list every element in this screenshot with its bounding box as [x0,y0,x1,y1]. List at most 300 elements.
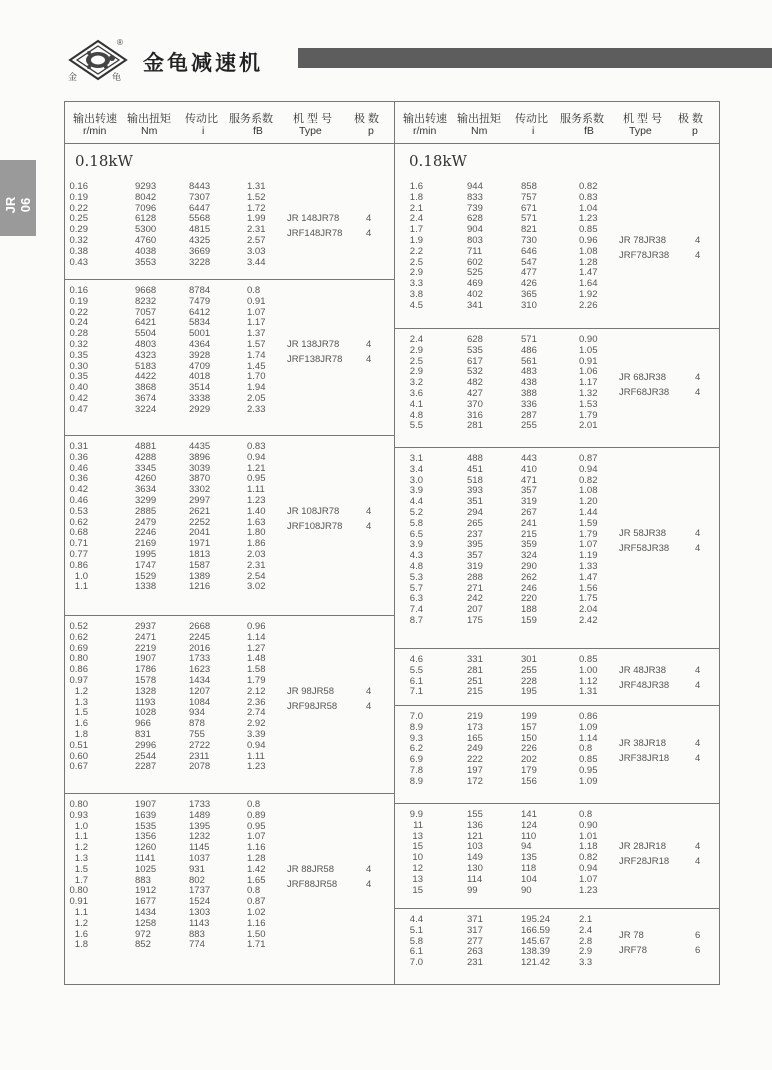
torque-value: 1578 [135,675,157,686]
ratio-value: 1813 [189,549,211,560]
torque-value: 1907 [135,799,157,810]
pole-count: 4 [366,700,372,712]
model-type: JRF38JR18 [619,752,670,764]
pole-count: 4 [366,353,372,365]
torque-value: 451 [467,463,483,475]
speed-value: 6.2 [409,743,423,755]
service-factor-value: 1.72 [247,202,266,214]
service-factor-value: 1.23 [247,761,266,773]
ratio-value: 324 [521,550,537,562]
torque-value: 288 [467,571,483,583]
service-factor-value: 1.42 [247,863,266,875]
service-factor-value: 1.64 [579,278,598,290]
service-factor-value: 1.20 [579,496,598,508]
pole-count: 4 [695,234,701,246]
ratio-value: 121.42 [521,957,551,969]
ratio-value: 150 [521,732,537,744]
service-factor-value: 1.50 [247,928,266,940]
torque-value: 8042 [135,191,157,203]
ratio-value: 267 [521,507,537,518]
speed-value: 1.8 [74,729,88,740]
ratio-value: 1303 [189,907,211,918]
pole-count: 4 [366,520,372,532]
torque-value: 9293 [135,181,157,192]
ratio-value: 3870 [189,473,211,485]
torque-value: 602 [467,256,483,268]
speed-value: 2.4 [409,334,423,345]
torque-value: 6421 [135,317,157,329]
ratio-value: 310 [521,299,537,311]
group-separator [65,615,394,616]
ratio-value: 5001 [189,328,211,340]
torque-value: 294 [467,507,483,518]
torque-value: 402 [467,289,483,300]
model-type: JRF68JR38 [619,386,670,398]
model-type: JRF78JR38 [619,249,670,261]
torque-value: 4038 [135,245,157,257]
service-factor-value: 1.74 [247,349,266,361]
ratio-value: 124 [521,819,537,831]
torque-value: 222 [467,754,483,766]
ratio-value: 3514 [189,382,211,394]
service-factor-value: 1.32 [579,388,598,399]
speed-value: 1.5 [74,863,88,875]
service-factor-value: 0.95 [247,820,266,832]
ratio-value: 1971 [189,538,211,550]
service-factor-value: 1.23 [579,213,598,225]
speed-value: 0.62 [69,631,88,643]
service-factor-value: 1.23 [247,495,266,506]
speed-value: 3.6 [409,388,423,399]
torque-value: 2287 [135,761,157,773]
registered-mark: ® [117,38,123,47]
speed-value: 9.9 [409,809,423,820]
speed-value: 0.19 [69,191,88,203]
speed-value: 5.3 [409,571,423,583]
speed-value: 0.16 [69,285,88,296]
torque-value: 5504 [135,328,157,340]
service-factor-value: 0.96 [579,235,598,246]
speed-value: 5.2 [409,507,423,518]
torque-value: 395 [467,539,483,551]
ratio-value: 2245 [189,631,211,643]
service-factor-value: 1.01 [579,830,598,842]
ratio-value: 730 [521,235,537,246]
service-factor-value: 1.23 [579,884,598,896]
model-type: JR 78JR38 [619,234,666,246]
service-factor-value: 2.8 [579,935,593,947]
header-ratio: 传动比 [515,113,548,125]
service-factor-value: 1.11 [247,484,265,496]
ratio-value: 220 [521,593,537,605]
service-factor-value: 1.16 [247,842,266,854]
torque-value: 427 [467,388,483,399]
speed-value: 5.7 [409,582,423,594]
ratio-value: 571 [521,213,537,225]
speed-value: 3.2 [409,377,423,389]
service-factor-value: 0.90 [579,819,598,831]
service-factor-value: 0.82 [579,852,598,864]
service-factor-value: 3.44 [247,256,266,268]
ratio-value: 359 [521,539,537,551]
ratio-value: 104 [521,873,537,885]
model-type: JR 88JR58 [287,863,334,875]
model-type: JRF108JR78 [287,520,343,532]
speed-value: 1.2 [74,917,88,929]
service-factor-value: 2.33 [247,403,266,415]
torque-value: 532 [467,366,483,378]
header-type: 机 型 号 [293,113,333,125]
ratio-value: 821 [521,224,537,236]
speed-value: 0.77 [69,549,88,560]
header-service-factor: 服务系数 [560,113,604,125]
ratio-value: 3338 [189,393,211,404]
torque-value: 251 [467,675,483,687]
torque-value: 136 [467,819,483,831]
speed-value: 1.3 [74,853,88,864]
service-factor-value: 0.86 [579,711,598,722]
torque-value: 1338 [135,581,157,593]
ratio-value: 878 [189,718,205,730]
ratio-value: 336 [521,398,537,410]
torque-value: 357 [467,550,483,562]
ratio-value: 290 [521,561,537,572]
service-factor-value: 1.45 [247,360,266,372]
speed-value: 1.6 [74,928,88,940]
speed-value: 0.38 [69,245,88,257]
service-factor-value: 1.17 [247,317,266,329]
ratio-value: 1145 [189,842,210,854]
model-type: JRF78 [619,945,647,956]
ratio-value: 1489 [189,809,211,821]
power-rating: 0.18kW [75,152,133,170]
service-factor-value: 2.31 [247,224,266,236]
group-separator [395,908,719,909]
torque-value: 3674 [135,393,157,404]
ratio-value: 1232 [189,831,211,843]
service-factor-value: 2.26 [579,299,598,311]
right-table [395,102,719,984]
torque-value: 172 [467,775,483,787]
ratio-value: 287 [521,409,537,421]
speed-value: 1.1 [74,907,88,918]
speed-value: 3.4 [409,463,423,475]
service-factor-value: 0.8 [579,743,593,755]
group-separator [395,705,719,706]
torque-value: 197 [467,765,483,776]
torque-value: 4422 [135,371,157,383]
service-factor-value: 1.47 [579,267,598,279]
ratio-value: 1084 [189,696,211,708]
torque-value: 371 [467,914,483,925]
service-factor-value: 1.92 [579,289,598,300]
speed-value: 6.1 [409,675,423,687]
service-factor-value: 0.94 [579,463,598,475]
speed-value: 8.9 [409,721,423,733]
ratio-value: 3228 [189,256,211,268]
speed-value: 1.9 [409,235,423,246]
torque-value: 628 [467,213,483,225]
torque-value: 121 [467,830,483,842]
ratio-value: 3039 [189,462,211,474]
model-type: JRF148JR78 [287,228,343,240]
service-factor-value: 1.21 [247,462,266,474]
pole-count: 4 [366,863,372,875]
service-factor-value: 0.8 [247,799,261,810]
torque-value: 1535 [135,820,157,832]
torque-value: 1529 [135,570,157,582]
ratio-value: 2668 [189,621,211,632]
ratio-value: 774 [189,939,205,951]
ratio-value: 188 [521,604,537,616]
ratio-value: 1207 [189,685,211,697]
ratio-value: 7479 [189,295,211,307]
header-ratio-symbol: i [202,125,205,137]
model-type: JRF138JR78 [287,353,343,365]
header-bar [298,48,772,68]
speed-value: 0.47 [69,403,88,415]
service-factor-value: 1.07 [247,306,266,318]
header-service-factor: 服务系数 [229,113,273,125]
torque-value: 972 [135,928,151,940]
speed-value: 0.80 [69,799,88,810]
service-factor-value: 0.8 [579,809,593,820]
speed-value: 3.1 [409,453,423,464]
service-factor-value: 1.31 [247,181,266,192]
ratio-value: 8443 [189,181,211,192]
model-type: JR 78 [619,930,644,941]
torque-value: 4803 [135,339,157,350]
torque-value: 904 [467,224,483,236]
service-factor-value: 0.83 [579,191,598,203]
service-factor-value: 1.63 [247,516,266,528]
ratio-value: 571 [521,334,537,345]
service-factor-value: 2.1 [579,914,593,925]
torque-value: 1260 [135,842,157,854]
service-factor-value: 1.08 [579,485,598,497]
service-factor-value: 1.09 [579,775,598,787]
ratio-value: 110 [521,830,537,842]
service-factor-value: 0.82 [579,181,598,192]
ratio-value: 547 [521,256,537,268]
service-factor-value: 0.87 [247,896,266,908]
speed-value: 5.5 [409,664,423,676]
ratio-value: 241 [521,517,537,529]
pole-count: 6 [695,930,701,941]
ratio-value: 755 [189,729,205,740]
torque-value: 130 [467,863,483,874]
ratio-value: 561 [521,355,537,367]
speed-value: 0.91 [69,896,88,908]
group-separator [395,328,719,329]
ratio-value: 199 [521,711,537,722]
torque-value: 1995 [135,549,157,560]
torque-value: 2996 [135,739,157,751]
torque-value: 469 [467,278,483,290]
speed-value: 4.8 [409,561,423,572]
ratio-value: 3669 [189,245,211,257]
service-factor-value: 1.09 [579,721,598,733]
torque-value: 316 [467,409,483,421]
torque-value: 319 [467,561,483,572]
speed-value: 0.97 [69,675,88,686]
speed-value: 1.2 [74,842,88,854]
speed-value: 0.24 [69,317,88,329]
header-torque: 输出扭矩 [457,113,501,125]
torque-value: 263 [467,946,483,958]
speed-value: 0.86 [69,559,88,571]
speed-value: 7.8 [409,765,423,776]
speed-value: 4.1 [409,398,423,410]
header-rule [395,143,719,144]
ratio-value: 365 [521,289,537,300]
ratio-value: 1434 [189,675,211,686]
torque-value: 1907 [135,653,157,665]
ratio-value: 1037 [189,853,211,864]
torque-value: 370 [467,398,483,410]
ratio-value: 94 [521,841,532,853]
ratio-value: 486 [521,344,537,356]
speed-value: 1.3 [74,696,88,708]
ratio-value: 4325 [189,235,211,246]
torque-value: 3224 [135,403,157,415]
pole-count: 4 [695,371,701,383]
speed-value: 0.42 [69,484,88,496]
ratio-value: 757 [521,191,537,203]
torque-value: 2885 [135,505,157,517]
speed-value: 0.68 [69,527,88,539]
torque-value: 2169 [135,538,157,550]
header-speed-unit: r/min [83,125,107,137]
ratio-value: 3302 [189,484,211,496]
speed-value: 0.22 [69,202,88,214]
speed-value: 13 [412,873,423,885]
pole-count: 4 [695,841,701,853]
ratio-value: 1623 [189,664,211,676]
speed-value: 3.8 [409,289,423,300]
speed-value: 3.9 [409,539,423,551]
model-type: JR 148JR78 [287,213,340,225]
speed-value: 0.86 [69,664,88,676]
speed-value: 0.80 [69,653,88,665]
torque-value: 1258 [135,917,157,929]
side-tab-label-wrap [3,164,33,232]
speed-value: 0.52 [69,621,88,632]
ratio-value: 202 [521,754,537,766]
pole-count: 4 [366,685,372,697]
speed-value: 0.46 [69,462,88,474]
header-type-en: Type [629,125,652,137]
pole-count: 4 [695,249,701,261]
torque-value: 1639 [135,809,157,821]
speed-value: 2.2 [409,245,423,257]
service-factor-value: 1.79 [579,528,598,540]
pole-count: 4 [695,679,701,691]
service-factor-value: 1.57 [247,339,266,350]
service-factor-value: 0.96 [247,621,266,632]
speed-value: 0.93 [69,809,88,821]
pole-count: 6 [695,945,701,956]
model-type: JR 58JR38 [619,528,666,540]
header-poles: 极 数 [678,113,704,125]
service-factor-value: 1.19 [579,550,598,562]
service-factor-value: 1.06 [579,366,598,378]
speed-value: 6.9 [409,754,423,766]
ratio-value: 4435 [189,441,211,452]
ratio-value: 1733 [189,653,211,665]
torque-value: 1677 [135,896,157,908]
torque-value: 2471 [135,631,157,643]
torque-value: 4260 [135,473,157,485]
speed-value: 0.32 [69,235,88,246]
speed-value: 7.0 [409,711,423,722]
torque-value: 3299 [135,495,157,506]
speed-value: 1.6 [409,181,423,192]
speed-value: 15 [412,884,423,896]
torque-value: 7057 [135,306,157,318]
speed-value: 9.3 [409,732,423,744]
torque-value: 331 [467,654,483,665]
speed-value: 0.36 [69,473,88,485]
model-type: JRF98JR58 [287,700,338,712]
torque-value: 2246 [135,527,157,539]
service-factor-value: 1.28 [579,256,598,268]
ratio-value: 2252 [189,516,211,528]
pole-count: 4 [695,386,701,398]
speed-value: 5.5 [409,420,423,432]
ratio-value: 2621 [189,505,211,517]
speed-value: 1.1 [74,581,88,593]
service-factor-value: 1.12 [579,675,598,687]
service-factor-value: 0.8 [247,885,261,897]
service-factor-value: 1.79 [247,675,266,686]
speed-value: 1.7 [74,874,88,886]
header-rule [65,143,394,144]
ratio-value: 1524 [189,896,211,908]
torque-value: 149 [467,852,483,864]
torque-value: 966 [135,718,151,730]
ratio-value: 6412 [189,306,211,318]
service-factor-value: 1.70 [247,371,266,383]
torque-value: 2544 [135,750,157,762]
ratio-value: 883 [189,928,205,940]
service-factor-value: 1.05 [579,344,598,356]
service-factor-value: 2.05 [247,393,266,404]
torque-value: 3634 [135,484,157,496]
pole-count: 4 [695,856,701,868]
service-factor-value: 2.12 [247,685,266,697]
torque-value: 2937 [135,621,157,632]
speed-value: 0.60 [69,750,88,762]
side-tab-label: JR 06 [3,196,33,214]
speed-value: 10 [412,852,423,864]
speed-value: 15 [412,841,423,853]
service-factor-value: 1.75 [579,593,598,605]
ratio-value: 195 [521,686,537,698]
speed-value: 4.3 [409,550,423,562]
logo-caption-left: 金 [68,72,78,82]
speed-value: 0.28 [69,328,88,340]
speed-value: 8.7 [409,615,423,626]
speed-value: 2.9 [409,267,423,279]
ratio-value: 4815 [189,224,211,236]
torque-value: 8232 [135,295,157,307]
left-table [65,102,394,984]
model-type: JRF48JR38 [619,679,670,691]
torque-value: 242 [467,593,483,605]
speed-value: 3.9 [409,485,423,497]
group-separator [395,803,719,804]
